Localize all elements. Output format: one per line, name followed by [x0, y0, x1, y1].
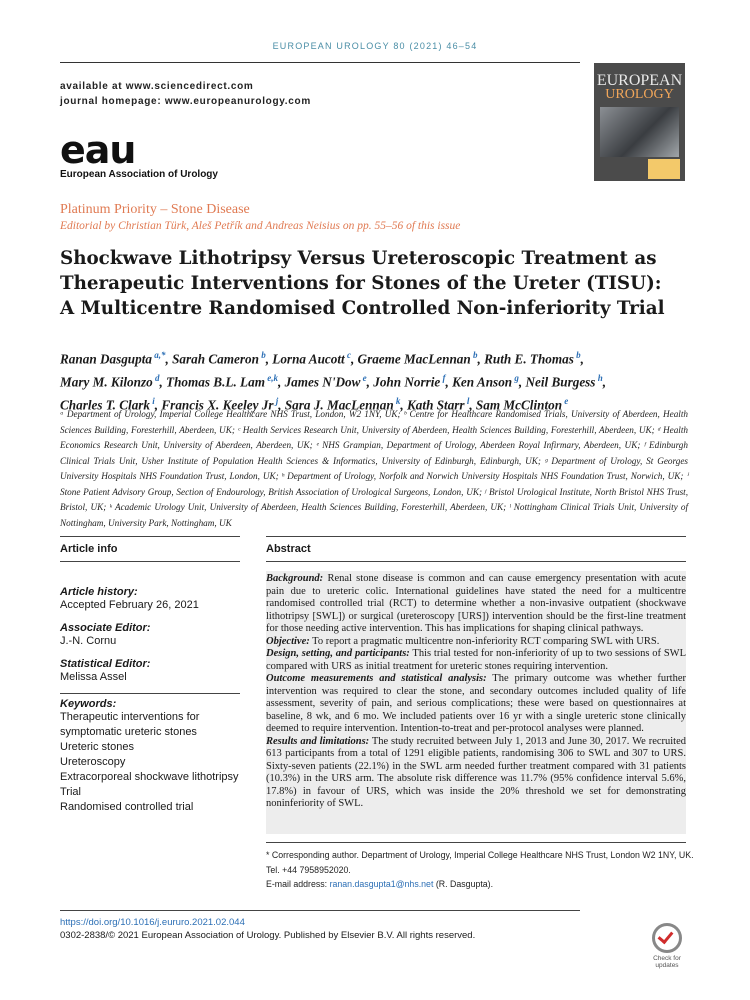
keyword: Randomised controlled trial	[60, 801, 194, 813]
author-affiliation-marker[interactable]: k	[393, 395, 401, 406]
author-name: Charles T. Clark	[60, 397, 151, 413]
article-info-panel	[60, 541, 240, 815]
check-for-updates-badge[interactable]	[649, 923, 685, 969]
abstract-section-label: Design, setting, and participants:	[266, 648, 410, 659]
statistical-editor-value: Melissa Assel	[60, 671, 127, 683]
abstract-section	[266, 636, 686, 649]
article-info-divider	[60, 536, 240, 537]
author-name: Neil Burgess	[525, 374, 596, 390]
affiliations: ᵃ Department of Urology, Imperial College Healthcare NHS Trust, London, W2 1NY, UK; ᵇ Centre for Healthcare Randomised Trials, University of Aberdeen, Health Sciences Building, Foresterhill, Aberdeen, UK; ᶜ Health Services Research Unit, University of Aberdeen, Health Sciences Building, Foresterhill, Aberdeen, UK; ᵈ Health Economics Research Unit, University of Aberdeen, Aberdeen, UK; ᵉ NHS Grampian, Department of Urology, Aberdeen Royal Infirmary, Aberdeen, UK; ᶠ Edinburgh Clinical Trials Unit, Usher Institute of Population Health Sciences & Informatics, University of Edinburgh, Edinburgh, UK; ᵍ Department of Urology, St Georges University Hospitals NHS Foundation Trust, London, UK; ʰ Department of Urology, Norfolk and Norwich University Hospitals NHS Foundation Trust, Norwich, UK; ⁱ Stone Patient Advisory Group, Section of Endourology, British Association of Urological Surgeons, London, UK; ʲ Bristol Urological Institute, North Bristol NHS Trust, Bristol, UK; ᵏ Academic Urology Unit, University of Aberdeen, Health Sciences Building, Foresterhill, Aberdeen, UK; ˡ Nottingham Clinical Trials Unit, University of Nottingham, University Park, Nottingham, UK	[60, 409, 688, 528]
author-line: Ranan Dasgupta $^{a,*}$, Sarah Cameron $^b$, Lorna Aucott $^c$, Graeme MacLennan $^b$, Ruth E. Thomas $^b$,	[60, 350, 584, 367]
keyword: Extracorporeal shockwave lithotripsy	[60, 771, 239, 783]
associate-editor-value: J.-N. Cornu	[60, 635, 117, 647]
author-affiliation-marker[interactable]: i	[150, 395, 155, 406]
corresponding-author: * Corresponding author. Department of Urology, Imperial College Healthcare NHS Trust, London W2 1NY, UK. Tel. +44 7958952020.	[266, 850, 694, 875]
abstract-section-label: Results and limitations:	[266, 735, 370, 747]
journal-citation: EUROPEAN UROLOGY 80 (2021) 46–54	[272, 41, 478, 51]
author-line: Mary M. Kilonzo $^d$, Thomas B.L. Lam $^{e,k}$, James N'Dow $^e$, John Norrie $^f$, Ken Anson $^g$, Neil Burgess $^h$,	[60, 372, 607, 390]
author-name: Sara J. MacLennan	[284, 397, 394, 413]
abstract-section-text: The primary outcome was whether further intervention was required to clear the stone, and secondary outcomes included quality of life assessment, severity of pain, and serious complications; these were based on questionnaires at baseline, 8 wk, and 6 mo. We included patients over 16 yr with a single ureteric stone clinically deemed to require intervention. Intention-to-treat and per-protocol analyses were planned.	[266, 673, 686, 734]
copyright: 0302-2838/© 2021 European Association of Urology. Published by Elsevier B.V. All rights reserved.	[60, 930, 476, 941]
author-affiliation-marker[interactable]: j	[273, 395, 279, 406]
author-name: James N'Dow	[284, 374, 361, 390]
author-name: Sam McClinton	[475, 397, 563, 413]
availability-block	[60, 79, 311, 109]
author-name: Ranan Dasgupta	[60, 351, 152, 367]
author-name: Ken Anson	[452, 374, 513, 390]
title-line: Therapeutic Interventions for Stones of the Ureter (TISU):	[60, 273, 662, 294]
abstract-section	[266, 648, 686, 673]
author-name: Lorna Aucott	[272, 351, 345, 367]
article-title	[60, 246, 700, 321]
sciencedirect-link[interactable]: available at www.sciencedirect.com	[60, 81, 254, 92]
author-affiliation-marker[interactable]: b	[573, 350, 581, 360]
eau-logo-name: European Association of Urology	[60, 169, 218, 180]
author-name: Mary M. Kilonzo	[60, 374, 153, 390]
abstract-section-label: Objective:	[266, 635, 310, 647]
author-affiliation-marker[interactable]: b	[470, 350, 478, 360]
footnote-divider	[266, 842, 686, 843]
cover-subtitle: UROLOGY	[605, 87, 674, 102]
author-name: John Norrie	[373, 374, 441, 390]
section-label: Platinum Priority – Stone Disease	[60, 202, 250, 217]
keywords-divider	[60, 693, 240, 694]
eau-logo	[60, 128, 218, 180]
keyword: Ureteric stones	[60, 741, 134, 753]
statistical-editor-label: Statistical Editor:	[60, 658, 151, 670]
journal-cover-image	[594, 63, 685, 181]
email-label: E-mail address:	[266, 879, 328, 889]
abstract-section-text: This trial tested for non-inferiority of up to two sessions of SWL compared with URS as initial treatment for ureteric stones requiring intervention.	[266, 648, 686, 672]
author-name: Thomas B.L. Lam	[166, 374, 265, 390]
author-affiliation-marker[interactable]: c	[344, 350, 351, 360]
title-line: A Multicentre Randomised Controlled Non-inferiority Trial	[60, 298, 665, 319]
article-info-heading: Article info	[60, 543, 118, 555]
abstract-section	[266, 673, 686, 736]
abstract-section-text: To report a pragmatic multicentre non-inferiority RCT comparing SWL with URS.	[309, 635, 660, 647]
author-name: Ruth E. Thomas	[484, 351, 574, 367]
history-value: Accepted February 26, 2021	[60, 599, 199, 611]
author-affiliation-marker[interactable]: f	[440, 372, 446, 383]
footer	[60, 916, 475, 942]
abstract-divider	[266, 536, 686, 537]
author-affiliation-marker[interactable]: h	[595, 372, 603, 383]
keyword: Therapeutic interventions for symptomatic ureteric stones	[60, 711, 200, 738]
author-affiliation-marker[interactable]: l	[464, 395, 470, 406]
header-divider	[60, 62, 580, 63]
footer-divider	[60, 910, 580, 911]
journal-homepage-link[interactable]: journal homepage: www.europeanurology.com	[60, 96, 311, 107]
author-affiliation-marker[interactable]: d	[152, 372, 160, 383]
keyword: Trial	[60, 786, 81, 798]
abstract-subdivider	[266, 561, 686, 562]
author-affiliation-marker[interactable]: e	[562, 395, 569, 406]
abstract-heading: Abstract	[266, 543, 311, 555]
abstract-section	[266, 573, 686, 636]
author-affiliation-marker[interactable]: g	[512, 372, 519, 383]
abstract-body	[266, 573, 686, 811]
author-name: Sarah Cameron	[172, 351, 259, 367]
title-line: Shockwave Lithotripsy Versus Ureteroscopic Treatment as	[60, 248, 657, 269]
abstract-section-label: Background:	[266, 573, 324, 584]
author-line: Charles T. Clark $^i$, Francis X. Keeley Jr $^j$, Sara J. MacLennan $^k$, Kath Starr $^l$, Sam McClinton $^e$	[60, 395, 569, 413]
author-name: Graeme MacLennan	[357, 351, 471, 367]
abstract-section-text: Renal stone disease is common and can cause emergency presentation with acute pain due to ureteric colic. International guidelines have stated the need for a multicentre randomised controlled trial (RCT) to determine whether a non-invasive outpatient (shockwave lithotripsy [SWL]) or surgical (ureteroscopy [URS]) intervention should be the first-line treatment for those needing active intervention. This has implications for shaping clinical pathways.	[266, 573, 686, 634]
cover-title: EUROPEAN	[596, 72, 683, 89]
history-label: Article history:	[60, 586, 138, 598]
keywords-label: Keywords:	[60, 698, 117, 710]
keyword: Ureteroscopy	[60, 756, 126, 768]
email-suffix: (R. Dasgupta).	[435, 879, 494, 889]
checkmark-icon	[652, 923, 682, 953]
cover-badge	[648, 159, 680, 179]
editorial-note[interactable]: Editorial by Christian Türk, Aleš Petřík and Andreas Neisius on pp. 55–56 of this issue	[60, 220, 461, 232]
abstract-section-text: The study recruited between July 1, 2013 and June 30, 2017. We recruited 613 participants from a total of 1291 eligible patients, randomising 306 to SWL and 307 to URS. Sixty-seven patients (22.1%) in the SWL arm needed further treatment compared with 31 patients (10.3%) in the URS arm. The absolute risk difference was 11.7% (95% confidence interval 5.6%, 17.8%) in favour of URS, which was inside the 20% threshold we set for demonstrating noninferiority of SWL.	[266, 735, 687, 809]
eau-logo-mark: eau	[60, 128, 136, 172]
abstract-section	[266, 736, 686, 811]
abstract-header	[266, 541, 686, 555]
author-affiliation-marker[interactable]: a,*	[151, 350, 166, 360]
author-name: Francis X. Keeley Jr	[161, 397, 274, 413]
check-updates-label: Check for updates	[653, 955, 681, 969]
author-affiliation-marker[interactable]: b	[258, 350, 266, 360]
author-affiliation-marker[interactable]: e,k	[264, 372, 278, 383]
email-link[interactable]: ranan.dasgupta1@nhs.net	[329, 879, 434, 889]
associate-editor-label: Associate Editor:	[60, 622, 151, 634]
doi-link[interactable]: https://doi.org/10.1016/j.eururo.2021.02.044	[60, 917, 245, 928]
cover-photo	[600, 107, 679, 157]
email-line	[266, 877, 696, 892]
abstract-section-label: Outcome measurements and statistical analysis:	[266, 673, 487, 684]
correspondence	[266, 848, 696, 892]
author-name: Kath Starr	[407, 397, 465, 413]
author-affiliation-marker[interactable]: e	[360, 372, 367, 383]
author-list	[60, 346, 710, 415]
